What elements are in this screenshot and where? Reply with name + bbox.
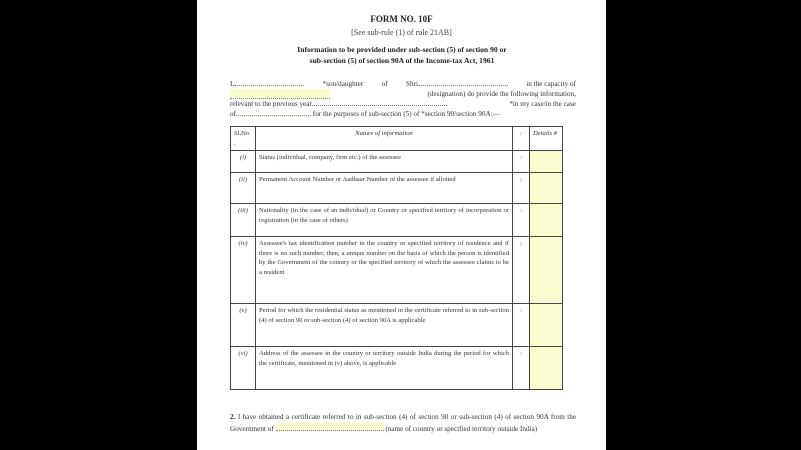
table-header-row — [231, 127, 563, 151]
in-my-case-label: *in my case/in the case — [509, 100, 576, 108]
table-row — [231, 237, 563, 304]
row-colon: : — [513, 237, 530, 304]
declaration-line-2 — [230, 89, 576, 99]
son-daughter-label: *son/daughter — [322, 80, 364, 88]
row-sl: (ii) — [231, 173, 256, 204]
previous-year-field[interactable] — [312, 105, 447, 106]
form-title: FORM NO. 10F — [370, 14, 433, 24]
table-row — [231, 204, 563, 237]
row-details-field[interactable] — [530, 173, 563, 204]
shri-label: Shri — [405, 80, 418, 88]
para2-text-a: I have obtained a certificate referred to in sub-section (4) of section 90 or sub-section (4) of section 90A from the Government of — [230, 413, 577, 433]
row-details-field[interactable] — [530, 304, 563, 347]
form-heading — [227, 45, 577, 66]
designation-field[interactable] — [230, 89, 330, 99]
name-field[interactable] — [234, 85, 304, 86]
row-sl: (v) — [231, 304, 256, 347]
i-label: I, — [230, 80, 235, 88]
row-nature: Status (individual, company, firm etc.) of the assessee — [256, 151, 513, 173]
paragraph-2 — [230, 412, 576, 434]
form-page — [197, 0, 606, 450]
declaration-line-4 — [230, 109, 576, 119]
row-sl: (i) — [231, 151, 256, 173]
header-sl-no: Sl.No . — [231, 127, 256, 151]
country-name-field[interactable] — [276, 422, 384, 431]
case-of-field[interactable] — [236, 115, 311, 116]
designation-label: (designation) do provide the following information, — [427, 90, 576, 98]
row-nature: Permanent Account Number or Aadhaar Number of the assessee if allotted — [256, 173, 513, 204]
row-nature: Period for which the residential status as mentioned in the certificate referred to in sub-section (4) of section 90 or sub-section (4) of section 90A is applicable — [256, 304, 513, 347]
declaration — [230, 79, 576, 119]
row-details-field[interactable] — [530, 347, 563, 390]
of2-label: of — [230, 110, 236, 118]
row-details-field[interactable] — [530, 237, 563, 304]
declaration-line-3 — [230, 99, 576, 109]
row-sl: (vi) — [231, 347, 256, 390]
para2-number: 2. — [230, 413, 236, 421]
row-sl: (iv) — [231, 237, 256, 304]
heading-line-2: sub-section (5) of section 90A of the Income-tax Act, 1961 — [309, 55, 495, 65]
capacity-label: in the capacity of — [526, 80, 576, 88]
row-colon: : — [513, 204, 530, 237]
relevant-label: relevant to the previous year — [230, 100, 312, 108]
form-subtitle: [See sub-rule (1) of rule 21AB] — [351, 28, 452, 37]
row-nature: Address of the assessee in the country or territory outside India during the period for which the certificate, mentioned in (v) above, is applicable — [256, 347, 513, 390]
table-row — [231, 347, 563, 390]
row-colon: : — [513, 347, 530, 390]
row-nature: Nationality (in the case of an individual) or Country or specified territory of incorporation or registration (in the case of others) — [256, 204, 513, 237]
row-sl: (iii) — [231, 204, 256, 237]
para2-text-b: (name of country or specified territory outside India) — [385, 425, 538, 433]
father-name-field[interactable] — [418, 85, 508, 86]
header-nature: Nature of information — [256, 127, 513, 151]
row-colon: : — [513, 151, 530, 173]
table-row — [231, 151, 563, 173]
row-nature: Assessee's tax identification number in the country or specified territory of residence and if there is no such number, then, a unique number on the basis of which the person is identified by the Government of the country or the specified territory of which the assessee claims to be a resident — [256, 237, 513, 304]
heading-line-1: Information to be provided under sub-section (5) of section 90 or — [297, 45, 507, 54]
table-row — [231, 304, 563, 347]
row-colon: : — [513, 173, 530, 204]
information-table — [230, 126, 563, 390]
row-colon: : — [513, 304, 530, 347]
row-details-field[interactable] — [530, 151, 563, 173]
declaration-line-1 — [230, 79, 576, 89]
header-colon: : — [513, 127, 530, 151]
table-row — [231, 173, 563, 204]
row-details-field[interactable] — [530, 204, 563, 237]
header-details: Details # — [530, 127, 563, 151]
of-label: of — [381, 80, 388, 88]
purposes-label: for the purposes of sub-section (5) of *section 90/section 90A:— — [312, 110, 500, 118]
